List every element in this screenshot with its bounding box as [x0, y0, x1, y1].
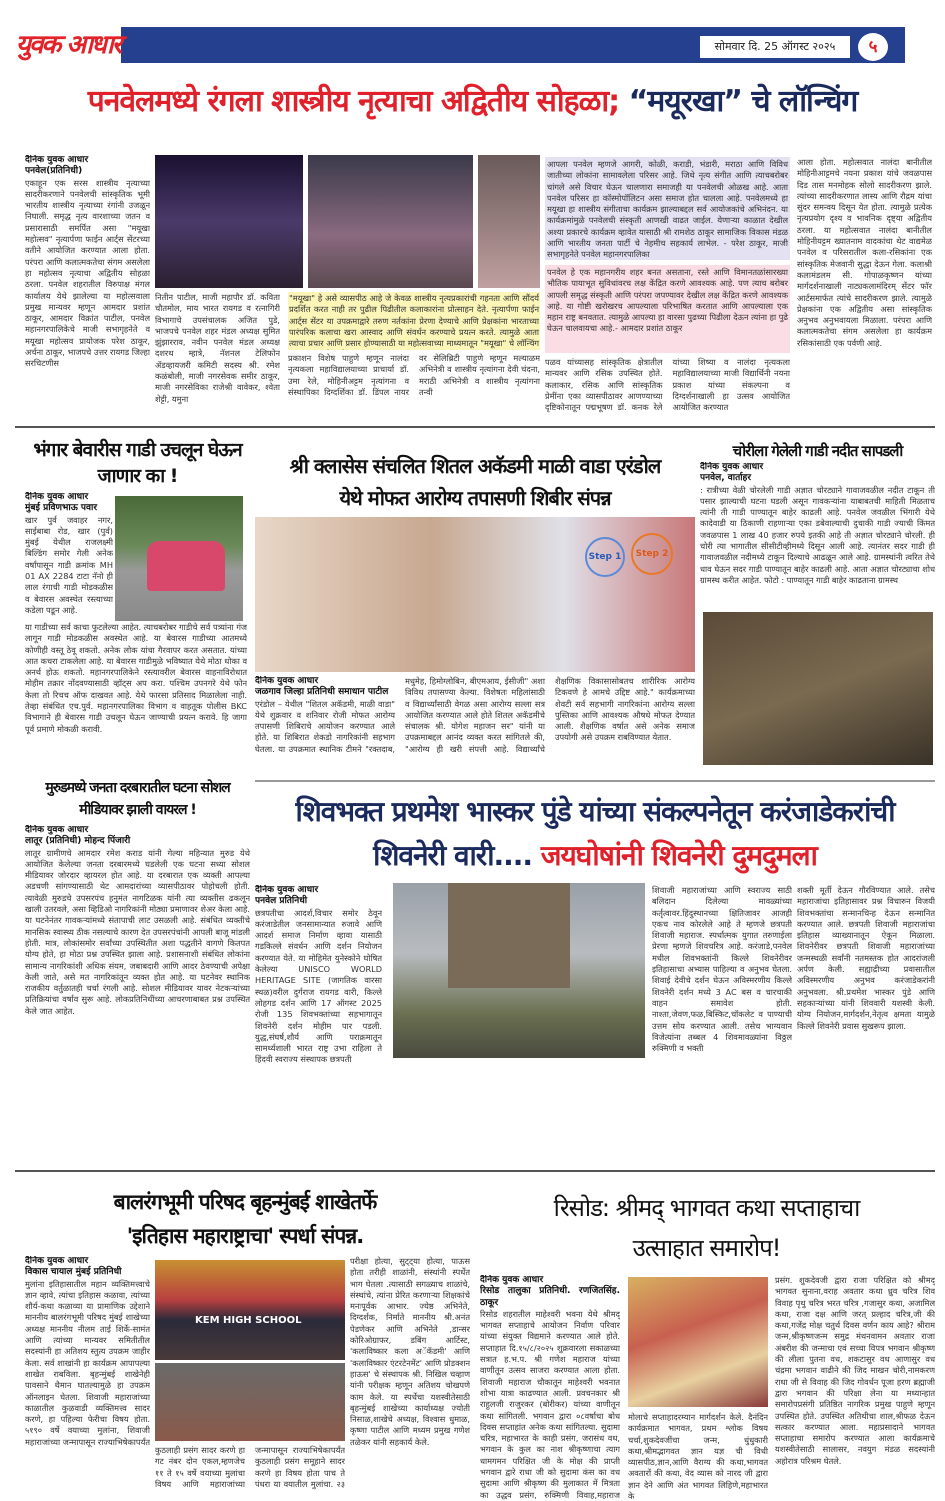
photo-kem-high-school [155, 1260, 345, 1360]
photo-krishna-radha [628, 1277, 768, 1407]
article-6-col-1 [255, 885, 382, 1165]
article-7-headline [20, 1185, 470, 1253]
body-text: कुठलाही प्रसंग सादर करणे हा गट नंबर दोन एकल,म्हणजेच ११ ते १५ वर्षे वयाच्या मुलांचा विषय आणि महाराजांच्या जन्मापासून राज्याभिषेकापर्यंत कुठलाही प्रसंग समूहाने सादर करणे हा विषय होता पाच ते पंधरा या वयातील मुलांचा. २३ [155, 1445, 345, 1489]
divider [15, 426, 935, 428]
byline: दैनिक युवक आधार [25, 155, 89, 165]
divider [255, 780, 935, 782]
photo-bike-in-river [703, 612, 933, 765]
body-text: एरंडोल – येथील "शितल अकॅडमी, माळी वाडा" येथे शुक्रवार व शनिवार रोजी मोफत आरोग्य तपासणी शिबिराचे आयोजन करण्यात आले होते. या शिबिरात शेकडो नागरिकांनी सहभाग घेतला. या उपक्रमात स्थानिक टीमने "रक्तदाब, मधुमेह, हिमोग्लोबिन, बीएमआय, ईसीजी" अशा विविध तपासण्या केल्या. विशेषतः महिलांसाठी व विद्यार्थ्यांसाठी वेगळ असा आरोग्य सल्ला सत्र आयोजित करण्यात आले होते शितल अकॅडमीचे संचालक श्री. योगेश महाजन सर" यांनी या उपक्रमाबद्दल आनंद व्यक्त करत सांगितले की, "आरोग्य ही खरी संपत्ती आहे. विद्यार्थ्यांचे शैक्षणिक विकासासोबतच शारीरिक आरोग्य टिकवणे हे आमचे उद्दिष्ट आहे." कार्यक्रमाच्या शेवटी सर्व सहभागी नागरिकांना आरोग्य सल्ला पुस्तिका आणि आवश्यक औषधे मोफत देण्यात आली. शैक्षणिक वर्षात असे अनेक समाज उपयोगी असे उपक्रम राबविण्यात येतात. [255, 676, 695, 754]
body-text: एकाहून एक सरस शास्त्रीय नृत्याच्या सादरीकरणाने पनवेलची सांस्कृतिक भूमी भारतीय शास्त्रीय नृत्याच्या रंगांनी उजळून निघाली. समृद्ध नृत्य वारशाच्या जतन व प्रसारासाठी समर्पित असा "मयूखा महोत्सव" नृत्यार्पणा फाईन आर्ट्स सेंटरच्या वतीने आयोजित करण्यात आला होता. परंपरा आणि कलात्मकतेचा संगम असलेला हा महोत्सव नृत्याचा अद्वितीय सोहळा ठरला. पनवेल शहरातील विरुपाक्ष मंगल कार्यालय येथे झालेल्या या महोत्सवाला प्रमुख मान्यवर म्हणून आमदार प्रशांत ठाकूर, आमदार विक्रांत पाटील, पनवेल महानगरपालिकेचे माजी सभागृहनेते व मयूखा महोत्सव प्रायोजक परेश ठाकूर, अर्चना ठाकूर, भाजपचे उत्तर रायगड जिल्हा सरचिटणीस [25, 177, 150, 369]
body-text: पळव यांच्यासह सांस्कृतिक क्षेत्रातील मान्यवर आणि रसिक उपस्थित होते. कलाकार, रसिक आणि सांस्कृतिक प्रेमींना एका व्यासपीठावर आणण्याच्या दृष्टिकोनातून पद्मभूषण डॉ. कनक रेले यांच्या शिष्या व नालंदा नृत्यकला महाविद्यालयाच्या माजी विद्यार्थिनी नयना प्रकाश यांच्या संकल्पना व दिग्दर्शनाखाली हा उत्सव आयोजित आयोजित करण्यात [545, 357, 790, 413]
issue-date: सोमवार दि. 25 ऑगस्ट २०२५ [700, 36, 850, 58]
photo-abandoned-car [115, 496, 243, 621]
article-8-col-3 [775, 1275, 935, 1501]
headline-red-part: जयघोषांनी शिवनेरी दुमदुमला [540, 839, 817, 872]
headline-blue-part: “मयूरखा” चे लॉन्चिंग [628, 84, 858, 119]
body-text: खार पुर्व जवाहर नगर, साईबाबा रोड, खार (पुर्व) मुंबई येथील राजलक्ष्मी बिल्डिंग समोर गेली अनेक वर्षांपासून गाडी क्रमांक MH 01 AX 2284 टाटा नॅनो ही लाल रंगाची गाडी मोडकळीस व बेवारस अवस्थेत रस्त्याच्या कडेला पडून आहे. [25, 514, 113, 615]
divider [15, 1170, 935, 1172]
byline-location: मुंबई प्रविणभाऊ पवार [25, 503, 98, 514]
photo-guests [478, 155, 540, 288]
article-2-headline: भंगार बेवारीस गाडी उचलून घेऊन जाणार का ! [33, 439, 242, 487]
article-7-col-3 [350, 1256, 470, 1501]
headline-line-2: 'इतिहास महाराष्ट्राचा' स्पर्धा संपन्न. [126, 1224, 364, 1248]
step-2-banner: Step 2 [631, 533, 673, 575]
byline-location: पनवेल, वार्ताहर [700, 473, 752, 484]
article-6-headline [255, 790, 935, 878]
fort-tower-shape [448, 883, 570, 988]
byline: दैनिक युवक आधार [700, 462, 764, 472]
quote-box-mayukha [288, 292, 540, 350]
article-7-col-2 [155, 1445, 345, 1501]
body-text: : रात्रीच्या वेळी चोरलेली गाडी अज्ञात चोरट्याने गावाजवळील नदीत टाकून ती पसार झाल्याची घटना घडली असून गावकऱ्यांना याबाबतची माहिती मिळताच त्यांनी ती गाडी पाण्यातून बाहेर काढली आहे. पनवेल जवळील भिंगारी येथे कादेवाडी या ठिकाणी राहणाऱ्या एका डबेवाल्याची दुचाकी गाडी ज्याची किंमत जवळपास 1 लाख 40 हजार रुपये इतकी आहे ती अज्ञात चोरट्याने चोरली. ही चोरी त्या भागातील सीसीटीव्हीमध्ये दिसून आली आहे. त्यानंतर सदर गाडी ही गावाजवळील नदीमध्ये टाकून दिल्याचे आढळून आले आहे. ग्रामस्थांनी त्वरित तेथे धाव घेऊन सदर गाडी पाण्यातून बाहेर काढली आहे. आता अज्ञात चोरट्याचा शोध ग्रामस्थ करीत आहेत. फोटो : पाण्यातून गाडी बाहेर काढताना ग्रामस्थ [700, 484, 935, 585]
body-text: प्रसंग. शुकदेवजी द्वारा राजा परिक्षित को श्रीमद् भागवत सुनाना,वराह अवतार कथा ध्रुव चरित्र शिव विवाह पृथु चरित्र भरत चरित्र ,गजासुर कथा, अजामिल कथा, राजा दक्ष आणि जरत् प्रल्हाद चरित्र,जी की कथा,गजेंद्र मोक्ष चतुर्थ दिवस वर्णन काय आहे? श्रीराम जन्म,श्रीकृष्णजन्म समुद्र मंथनवामन अवतार राजा अंबरीश की जन्माचा एवं सच्चा विपत्र भगवान श्रीकृष्ण की लीला पुतना वध, शकटासुर वध आणासुर वध चंद्रमा भगवान वाढीने की जिद माखन चोरी,नामकरण राधा जी से विवाह की जिद गोवर्धन पूजा हरण ब्रह्माजी द्वारा भगवान की परिक्षा लेना या मध्यान्हात समारोपप्रसंगी प्रतिष्ठित नागरिक प्रमुख पाहुणे म्हणून उपस्थित होते. उपस्थित अतिथीचा शाल,श्रीफळ देऊन सत्कार करण्यात आला. महाप्रसादाने भागवत सप्ताहाचा समारोप करण्यात आला कार्यक्रमाचे यशस्वीतेसाठी सालासर, नवयुग मंडळ सदस्यांनी अहोरात्र परिश्रम घेतले. [775, 1275, 935, 1466]
article-5-headline: मुरुडमध्ये जनता दरबारातील घटना सोशल मीडियावर झाली वायरल ! [45, 780, 230, 818]
red-car-shape [147, 541, 225, 591]
body-text: आला होता. महोत्सवात नालंदा बानीतील मोहिनीआट्टमचे नयना प्रकाश यांचे जवळपास दिड तास मनमोहक सोलो सादरीकरण झाले. त्यांच्या सादरीकरणात लास्य आणि रौद्रम यांचा सुंदर समन्वय दिसून येत होता. त्यामुळे प्रत्येक नृत्यप्रयोग दृश्य व भावनिक दृष्ट्या अद्वितीय ठरला. या महोत्सवात नालंदा बानीतील मोहिनीयट्टम ख्यातनाम वादकांचा थेट वाद्यमेळ पनवेल व परिसरातील कला-रसिकांना एक सांस्कृतिक मेजवानी सुद्धा देऊन गेला. कलाश्री कलामंडलम सी. गोपाळकृष्णन यांच्या मार्गदर्शनाखाली नाट्यकलामंदिरम् सेंटर फॉर आर्टसमार्फत त्यांचे सादरीकरण झाले. त्यामुळे प्रेक्षकांना एक अद्वितीय असा सांस्कृतिक अनुभव अनुभवायला मिळाला. परंपरा आणि कलात्मकतेचा संगम असलेला हा कार्यक्रम रसिकांसाठी एक पर्वणी आहे. [797, 157, 932, 348]
body-text: मुलांना इतिहासातील महान व्यक्तिमत्त्वाचे ज्ञान व्हावे, त्यांचा इतिहास कळावा, त्यांच्या शौर्य-कथा कळाव्या या प्रामाणिक उद्देशाने माननीय बालरंगभूमी परिषद मुंबई शाखेच्या अध्यक्ष माननीय नीलम ताई शिर्के-सामंत आणि त्यांच्या मान्यवर समितीतील सदस्यांनी हा अतिशय स्तुत्य उपक्रम जाहीर केला. सर्व शाखांनी हा कार्यक्रम आपापल्या शाखेत राबविला. बृहन्मुंबई शाखेनेही पावसाने थैमान घातल्यामुळे हा उपक्रम ऑनलाइन घेतला. शिवाजी महाराजांच्या काळातील कुळवाडी व्यक्तिमत्त्व सादर करणे, हा पहिल्या फेरीचा विषय होता. ५१९० वर्षे वयाच्या मुलांना, शिवाजी महाराजांच्या जन्मापासून राज्याभिषेकापर्यंत [25, 1278, 150, 1447]
byline: दैनिक युवक आधार [25, 492, 89, 502]
quote-text: पनवेल हे एक महानगरीय शहर बनत असताना, रस्ते आणि विमानतळांसारख्या भौतिक पायाभूत सुविधांवरच लक्ष केंद्रित करणे आवश्यक आहे. पण त्याच बरोबर आपली समृद्ध संस्कृती आणि परंपरा जपण्यावर देखील लक्ष केंद्रित करणे आवश्यक आहे. या गोष्टी खरोखरच आपल्याला परिभाषित करतात आणि आपल्याला एक महान राष्ट्र बनवतात. त्यामुळे आपल्या हा वारसा पुढच्या पिढीला देऊन त्यांना हा पुढे घेऊन चालवायचा आहे.- आमदार प्रशांत ठाकूर [547, 267, 788, 334]
page-number: ५ [858, 33, 888, 61]
body-text: नितीन पाटील, माजी महापौर डॉ. कविता चौतमोल, माय भारत रायगड व रत्नागिरी विभागाचे उपसंचालक अजित पुडे, भाजपचे पनवेल शहर मंडल अध्यक्ष सुमित झुंझारराव, नवीन पनवेल मंडल अध्यक्ष दशरथ म्हात्रे, नॅशनल टेलिफोन ॲडव्हायजरी कमिटी सदस्य श्री. रमेश कळंबोली, माजी नगरसेवक समीर ठाकूर, माजी नगरसेविका राजेश्री वावेकर, श्वेता शेट्टी, यमुना [155, 292, 280, 404]
article-1-col-5 [797, 157, 932, 420]
body-text: प्रकाशन विशेष पाहुणे म्हणून नालंदा नृत्यकला महाविद्यालयाच्या प्राचार्या डॉ. उमा रेले, मोहिनीअट्टम नृत्यांगना व संस्थापिका दिग्दर्शिका डॉ. डिंपल नायर वर सेलिब्रिटी पाहुणे म्हणून मल्याळम अभिनेत्री व शास्त्रीय नृत्यांगना देवी चंदना, मराठी अभिनेत्री व शास्त्रीय नृत्यांगना तन्वी [288, 353, 540, 397]
article-5-body [25, 825, 250, 1165]
byline-location: जळगाव जिल्हा प्रतिनिधी समाधान पाटील [255, 687, 389, 698]
article-2-col-2 [25, 622, 247, 762]
byline-location: रिसोड तालुका प्रतिनिधी. रणजितसिंह. ठाकूर [480, 1286, 620, 1308]
article-1-col-2 [155, 292, 280, 420]
body-text: रिसोड शहरातील माहेश्वरी भवना येथे श्रीमद् भागवत सप्ताहाचे आयोजन निर्वाण परिवार यांच्या संयुक्त विद्यमाने करण्यात आले होते. सप्ताहात दि.१५/८/२०२५ शुक्रवारला सकाळच्या सत्रात ह.भ.प. श्री गणेश महाराज यांच्या वाणीतून उत्सव साजरा करण्यात आला होता. शिवाजी महाराज चौकातून माहेश्वरी भवनात शोभा यात्रा काढण्यात आली. प्रवचनकार श्री राहुलजी राजुरकर (बोरीकर) यांच्या वाणीतून कथा सांगितली. भगवान द्वारा ०८वर्षाचा बोध दिवस सप्ताहांत अनेक कथा सांगितल्या. सुदामा चरित्र, महाभारत के काही प्रसंग, जरासंध वध, भगवान के कुल का नाश श्रीकृष्णाचा त्याग धामगमन परिक्षित जी के मोक्ष की प्राप्ती भगवान द्वारे राधा जी को सुदामा कंस का वध सुदामा आणि श्रीकृष्ण की मुलाकात में मित्रता का उद्धव प्रसंग, रुक्मिणी विवाह,महाराज [480, 1308, 620, 1500]
headline-line-1: श्री क्लासेस संचलित शितल अकॅडमी माळी वाडा एरंडोल [289, 454, 661, 478]
photo-award-stage [155, 155, 303, 288]
byline: दैनिक युवक आधार [480, 1275, 544, 1285]
article-3-body [255, 676, 695, 766]
body-text: या गाडीच्या सर्व काचा फुटलेल्या आहेत. त्याचबरोबर गाडीचे सर्व पत्र्यांना गंज लागून गाडी मोडकळीस अवस्थेत आहे. या बेवारस गाडीच्या आतमध्ये कोणीही वस्तू ठेवू शकतो. अनेक लोक यांचा गैरवापर करत असतात. यांच्या आत कचरा टाकलेला आहे. या बेवारस गाडीमुळे भविष्यात येथे मोठा धोका व अनर्थ होऊ शकतो. महानगरपालिकेने रस्त्यावरील बेवारस वाहनाविरोधात मोहीम तक्रार नोंदवण्यासाठी व्हॉट्स अप करा. पश्चिम उपनगरे येथे फोन केला तो रिचच ऑफ दाखवत आहे. येथे फारसा प्रतिसाद मिळालेला नाही. तेव्हा संबंधित एच.पुर्व. महानगरपालिका विभाग व वाहतूक पोलीस BKC विभागाने ही बेवारस गाडी उचलून घेऊन जाण्याची प्रयत्न करावे. हि जागा पूर्व प्रमाणे मोकळी करावी. [25, 622, 247, 734]
headline-line-1: शिवभक्त प्रथमेश भास्कर पुंडे यांच्या संकल्पनेतून करंजाडेकरांची [295, 795, 895, 828]
photo-shivneri-fort-group [393, 883, 645, 1058]
article-1-headline [20, 80, 925, 124]
body-text: छत्रपतीचा आदर्श,विचार समोर ठेवून करंजाडेतील जनसामान्यात रुजावे आणि आदर्श समाज निर्माण व्हावा यासाठी गडकिल्ले संवर्धन आणि दर्शन नियोजन करण्यात येते. या मोहिमेत युनेस्कोने घोषित केलेल्या UNISCO WORLD HERITAGE SITE (जागतिक वारसा स्थळ)वरील दुर्गराज रायगड वारी, किल्ले लोहगड दर्शन आणि 17 ऑगस्ट 2025 रोजी 135 शिवभक्तांच्या सहभागातून शिवनेरी दर्शन मोहीम पार पडली. युद्ध,संघर्ष,शौर्य आणि पराक्रमातून सामर्थ्यशाली भारत राष्ट्र उभा राहिला ते हिंदवी स्वराज्य संस्थापक छत्रपती [255, 907, 382, 1065]
body-text: शिवाजी महाराजांच्या आणि स्वराज्य साठी बलिदान दिलेल्या मावळ्यांच्या कर्तृत्वावर.हिंदुस्थानच्या क्षितिजावर आजही एकच नाव कोरलेले आहे ते म्हणजे छत्रपती शिवाजी महाराज. स्पर्धात्मक युगात तरुणाईला प्रेरणा म्हणजे शिवचरित्र आहे. करंजाडे,पनवेल मधील शिवभक्तांनी किल्ले शिवनेरीवर इतिहासाचा अभ्यास पाहिल्या व अनुभव घेतला. शिवाई देवीचे दर्शन घेऊन अविस्मरणीय किल्ले शिवनेरी दर्शन मध्ये 3 AC बस व चारचाकी वाहन समावेश होती. नाश्ता,जेवण,फळ,बिस्किट,चॉकलेट व पाण्याची उत्तम सोय करण्यात आली. तसेच भाग्यवान विजेत्यांना तब्बल 4 शिवमावळ्यांना विठ्ठल रुक्मिणी व भक्ती [652, 885, 792, 1054]
headline-line-2: उत्साहात समारोप! [632, 1234, 781, 1262]
body-text: लातूर ग्रामीणचे आमदार रमेश कराड यांनी गेल्या महिन्यात मुरुड येथे आयोजित केलेल्या जनता दरबारमध्ये घडलेली एक घटना सध्या सोशल मीडियावर जोरदार व्हायरल होत आहे. या दरबारात एक व्यक्ती आपल्या अडचणी सांगण्यासाठी थेट आमदारांच्या व्यासपीठावर पोहोचली होती. त्यावेळी मुरुडचे उपसरपंच हनुमंत नागटिळक यांनी त्या व्यक्तीस ढकलून खाली उतरवले, असा व्हिडिओ नागरिकांनी मोठ्या प्रमाणावर शेअर केला आहे. या घटनेनंतर गावकऱ्यांमध्ये संतापाची लाट उसळली आहे. संबंधित व्यक्तीचे मानसिक स्वास्थ्य ठीक नसल्याचे कारण देत उपसरपंचांनी आपली बाजू मांडली होती. मात्र, लोकांसमोर सर्वांच्या उपस्थितीत अशा पद्धतीने वागणे कितपत योग्य होते, हा मोठा प्रश्न उपस्थित झाला आहे. प्रशासनाशी संबंधित लोकांना सामान्य नागरिकांशी अधिक संयम, जबाबदारी आणि आदर ठेवण्याची अपेक्षा केली जाते, असे मत नागरिकांतून व्यक्त होत आहे. या घटनेवर स्थानिक राजकीय वर्तुळातही चर्चा रंगली आहे. सोशल मीडियावर यावर नेटकऱ्यांच्या प्रतिक्रियांचा वर्षाव सुरू आहे. लोकप्रतिनिधींच्या आचरणाबाबत प्रश्न उपस्थित केले जात आहेत. [25, 847, 250, 1016]
article-6-col-2 [652, 885, 792, 1165]
headline-line-1: बालरंगभूमी परिषद बृहन्मुंबई शाखेतर्फे [113, 1190, 377, 1214]
byline-location: पनवेल प्रतिनिधी [255, 896, 308, 907]
headline-blue-part: शिवनेरी वारी.... [373, 839, 533, 872]
photo-health-camp [255, 517, 695, 672]
article-1-col-1 [25, 155, 150, 420]
article-1-col-4 [545, 357, 790, 420]
quote-text: "मयूखा" हे असे व्यासपीठ आहे जे केवळ शास्त्रीय नृत्यप्रकारांची गहनता आणि सौंदर्य प्रदर्शित करत नाही तर पुढील पिढीतील कलाकारांना प्रोत्साहन देते. नृत्यार्पणा फाईन आर्ट्स सेंटर या उपक्रमाद्वारे तरुण नर्तकांना प्रेरणा देण्याचे आणि प्रेक्षकांना भारताच्या पारंपरिक कलाचा खरा आस्वाद आणि संवर्धन करण्याचे प्रयत्न करते. त्यामुळे आता त्याचा प्रचार आणि प्रसार होण्यासाठी या महोत्सवाच्या माध्यमातून "मयूखा" चे लॉन्चिंग [289, 293, 539, 349]
article-3-headline [255, 450, 695, 514]
article-8-col-2 [628, 1412, 768, 1501]
headline-red-part: पनवेलमध्ये रंगला शास्त्रीय नृत्याचा अद्वितीय सोहळा; [87, 84, 620, 119]
newspaper-logo: युवक आधार [15, 27, 121, 63]
byline: दैनिक युवक आधार [25, 825, 89, 835]
article-4-headline: चोरीला गेलेली गाडी नदीत सापडली [732, 442, 903, 460]
byline-location: विकास चायाल मुंबई प्रतिनिधी [25, 1267, 122, 1278]
byline-location: पनवेल(प्रतिनिधी) [25, 166, 83, 177]
photo-participants [155, 1363, 345, 1441]
article-1-col-3 [288, 353, 540, 420]
quote-text: आपला पनवेल म्हणजे आगरी, कोळी, कराडी, भंडारी, मराठा आणि विविध जातीच्या लोकांना सामावलेला परिसर आहे. जिथे नृत्य संगीत आणि त्याचबरोबर चांगले असे विचार घेऊन चालणारा समाजही या पनवेलची ओळख आहे. आता पनवेल परिसर हा कॉस्मोपॉलिटन असा समाज होत चालला आहे. पनवेलमध्ये हा मयूखा हा शास्त्रीय संगीताचा कार्यक्रम झाल्याबद्दल सर्व आयोजकांचे अभिनंदन. या कार्यक्रमांमुळे पनवेलची संस्कृती आणखी वाढत जाईल. येणाऱ्या काळात देखील अश्या प्रकारचे कार्यक्रम व्हावेत यासाठी श्री रामशेठ ठाकूर सामाजिक विकास मंडळ आणि भारतीय जनता पार्टी चे नेहमीच सहकार्य लाभेल. - परेश ठाकूर, माजी सभागृहनेते पनवेल महानगरपालिका [547, 159, 788, 260]
body-text: परीक्षा होत्या, सुट्ट्या होत्या, पाऊस होता तरीही शाळांनी, संस्थांनी स्पर्धेत भाग घेतला .त्यासाठी सगळ्याच शाळांचे, संस्थांचे, त्यांना प्रेरित करणाऱ्या शिक्षकांचे मनःपूर्वक आभार. ज्येष्ठ अभिनेते, दिग्दर्शक, निर्माते माननीय श्री.अनंत पेडणेकर आणि अभिनेते ,डान्सर कोरिओग्राफर, डबिंग आर्टिस्ट, 'कलाविष्कार कला अॅकॅडमी' आणि 'कलाविष्कार एंटरटेनमेंट' आणि प्रोडक्शन हाऊस' चे संस्थापक श्री. निखिल चव्हाण यांनी परीक्षक म्हणून अतिशय चोखपणे काम केले. या स्पर्धेचा यशस्वीतेसाठी बृहन्मुंबई शाखेच्या कार्याध्यक्ष ज्योती निसाळ,शाखेचे अध्यक्ष, विश्वास धुमाळ, कृष्णा पाटील आणि मध्यम प्रमुख गणेश तळेकर यांनी सहकार्य केले. [350, 1256, 470, 1447]
school-banner-text: KEM HIGH SCHOOL [195, 1315, 302, 1326]
step-1-banner: Step 1 [585, 537, 625, 577]
article-8-headline [478, 1188, 935, 1268]
photo-audience [308, 155, 473, 288]
body-text: मोलाचे सप्ताहादरम्यान मार्गदर्शन केले. दैनंदिन कार्यक्रमात भागवत, प्रथम श्लोक विषय चर्चा,शुकदेवजींचा जन्म, धुंधुकारी कथा,श्रीमद्भागवत ज्ञान यज्ञ ची विधी व्यासपीठ,ज्ञान,आणि वैराग्य की कथा,भागवत अवतारों की कथा, वेद व्यास को नारद जी द्वारा ज्ञान देने आणि अंत भागवत लिहिणे,महाभारत के [628, 1412, 768, 1501]
body-text: शक्ती मूर्ती देऊन गौरविण्यात आले. तसेच महाराजांचा इतिहासावर प्रश्न विचारुन विजयी शिवभक्तांचा सन्मानचिन्ह देऊन सन्मानित करण्यात आले. छत्रपती शिवाजी महाराजांचा इतिहास व्याख्यानातून ऐकून मिळाला. शिवनेरीवर छत्रपती शिवाजी महाराजांच्या जन्मस्थळी सर्वांनी नतमस्तक होत आदरांजली अर्पण केली. सह्याद्रीच्या प्रवासातील अविस्मरणीय अनुभव करंजाडेकरांनी अनुभवला. श्री.प्रथमेश भास्कर पुंडे आणि सहकाऱ्यांच्या यांनी शिववारी यशस्वी केली. योग्य नियोजन,मार्गदर्शन,नेतृत्व क्षमता यामुळे किल्ले शिवनेरी प्रवास सुखरूप झाला. [797, 885, 935, 1031]
byline: दैनिक युवक आधार [255, 676, 319, 686]
article-2-col-1 [25, 492, 113, 620]
byline: दैनिक युवक आधार [25, 1256, 89, 1266]
quote-box-prashant-thakur [545, 265, 790, 353]
article-7-col-1 [25, 1256, 150, 1501]
article-4-body [700, 462, 935, 607]
headline-line-1: रिसोड: श्रीमद् भागवत कथा सप्ताहाचा [553, 1194, 860, 1222]
article-6-col-3 [797, 885, 935, 1165]
headline-line-2: येथे मोफत आरोग्य तपासणी शिबीर संपन्न [339, 486, 611, 510]
article-8-col-1 [480, 1275, 620, 1501]
quote-box-paresh-thakur [545, 157, 790, 260]
byline-location: लातूर (प्रतिनिधी) मोहन्द पिंजारी [25, 836, 131, 847]
byline: दैनिक युवक आधार [255, 885, 319, 895]
